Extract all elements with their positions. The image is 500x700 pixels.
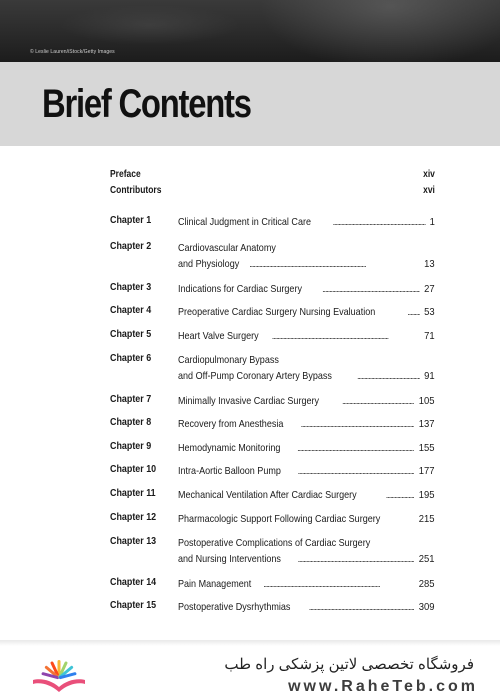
chapter-title-line: Postoperative Complications of Cardiac Surgery bbox=[178, 537, 371, 549]
chapter-title-line: Postoperative Dysrhythmias bbox=[178, 601, 291, 613]
dot-leader bbox=[284, 463, 415, 479]
chapter-page-number: 105 bbox=[419, 395, 435, 407]
dot-leader bbox=[393, 304, 420, 320]
dot-leader bbox=[235, 256, 420, 272]
dot-leader bbox=[295, 599, 415, 615]
chapter-page-number: 309 bbox=[419, 601, 435, 613]
chapter-page-number: 91 bbox=[424, 370, 435, 382]
chapter-page-number: 251 bbox=[419, 553, 435, 565]
chapter-number: Chapter 2 bbox=[110, 240, 152, 252]
chapter-title-line: Hemodynamic Monitoring bbox=[178, 442, 281, 454]
chapter-title-line: and Off-Pump Coronary Artery Bypass bbox=[178, 370, 332, 382]
chapter-page-number: 53 bbox=[424, 306, 435, 318]
watermark-shop-name: فروشگاه تخصصی لاتین پزشکی راه طب bbox=[224, 656, 474, 673]
dot-leader bbox=[283, 440, 414, 456]
chapter-page-number: 195 bbox=[419, 489, 435, 501]
chapter-number: Chapter 12 bbox=[110, 511, 157, 523]
chapter-title-line: Recovery from Anesthesia bbox=[178, 418, 284, 430]
watermark-url[interactable]: www.RaheTeb.com bbox=[288, 678, 478, 695]
chapter-page-number: 285 bbox=[419, 578, 435, 590]
chapter-number: Chapter 6 bbox=[110, 352, 152, 364]
dot-leader bbox=[284, 551, 415, 567]
dot-leader bbox=[249, 576, 414, 592]
chapter-page-number: 155 bbox=[419, 442, 435, 454]
dot-leader bbox=[399, 511, 414, 527]
chapter-page-number: 177 bbox=[419, 465, 435, 477]
page-title: Brief Contents bbox=[42, 82, 251, 126]
chapter-number: Chapter 14 bbox=[110, 576, 157, 588]
dot-leader bbox=[343, 368, 420, 384]
chapter-title-line: Cardiovascular Anatomy bbox=[178, 242, 276, 254]
chapter-number: Chapter 13 bbox=[110, 535, 157, 547]
front-matter-page: xiv bbox=[423, 169, 435, 180]
chapter-number: Chapter 8 bbox=[110, 416, 152, 428]
chapter-title-line: and Nursing Interventions bbox=[178, 553, 281, 565]
chapter-number: Chapter 4 bbox=[110, 304, 152, 316]
front-matter-page: xvi bbox=[423, 185, 435, 196]
photo-credit: © Leslie Lauren/iStock/Getty Images bbox=[30, 49, 115, 55]
chapter-page-number: 13 bbox=[424, 258, 435, 270]
chapter-number: Chapter 15 bbox=[110, 599, 157, 611]
chapter-page-number: 1 bbox=[429, 216, 435, 228]
chapter-number: Chapter 9 bbox=[110, 440, 152, 452]
dot-leader bbox=[287, 416, 415, 432]
open-book-icon bbox=[30, 654, 88, 696]
chapter-number: Chapter 11 bbox=[110, 487, 156, 499]
chapter-page-number: 137 bbox=[419, 418, 435, 430]
chapter-title-line: Pain Management bbox=[178, 578, 252, 590]
chapter-number: Chapter 1 bbox=[110, 214, 152, 226]
chapter-title-line: Minimally Invasive Cardiac Surgery bbox=[178, 395, 320, 407]
dot-leader bbox=[328, 393, 414, 409]
dot-leader bbox=[319, 214, 427, 230]
chapter-title-line: Intra-Aortic Balloon Pump bbox=[178, 465, 281, 477]
chapter-title-line: Heart Valve Surgery bbox=[178, 330, 259, 342]
dot-leader bbox=[372, 487, 415, 503]
dot-leader bbox=[258, 328, 421, 344]
chapter-title-line: Preoperative Cardiac Surgery Nursing Evaluation bbox=[178, 306, 376, 318]
chapter-title-line: Cardiopulmonary Bypass bbox=[178, 354, 279, 366]
chapter-page-number: 71 bbox=[424, 330, 435, 342]
chapter-title-line: Indications for Cardiac Surgery bbox=[178, 283, 302, 295]
chapter-title-line: Clinical Judgment in Critical Care bbox=[178, 216, 311, 228]
dot-leader bbox=[308, 281, 420, 297]
chapter-title-line: and Physiology bbox=[178, 258, 240, 270]
chapter-number: Chapter 7 bbox=[110, 393, 152, 405]
chapter-page-number: 27 bbox=[424, 283, 435, 295]
chapter-number: Chapter 3 bbox=[110, 281, 152, 293]
chapter-title-line: Mechanical Ventilation After Cardiac Surgery bbox=[178, 489, 357, 501]
front-matter-label: Preface bbox=[110, 169, 141, 180]
chapter-title-line: Pharmacologic Support Following Cardiac Surgery bbox=[178, 513, 381, 525]
chapter-number: Chapter 10 bbox=[110, 463, 157, 475]
front-matter-label: Contributors bbox=[110, 185, 162, 196]
chapter-page-number: 215 bbox=[419, 513, 435, 525]
chapter-number: Chapter 5 bbox=[110, 328, 152, 340]
